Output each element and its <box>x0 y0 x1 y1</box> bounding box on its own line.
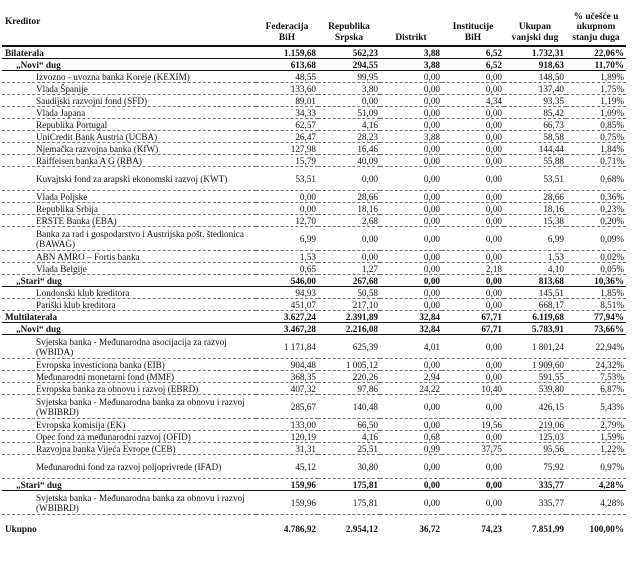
cell-republika-srpska: 97,86 <box>318 383 380 395</box>
header-kreditor: Kreditor <box>2 2 256 46</box>
cell-ukupan: 6,99 <box>504 227 566 251</box>
cell-ucesce: 6,87% <box>566 383 626 395</box>
table-row <box>2 287 626 299</box>
table-row <box>2 191 626 203</box>
cell-federacija: 45,12 <box>256 455 318 479</box>
cell-ukupan: 1.732,31 <box>504 46 566 59</box>
cell-federacija: 407,32 <box>256 383 318 395</box>
cell-ukupan: 918,63 <box>504 59 566 71</box>
cell-ucesce: 4,28% <box>566 491 626 515</box>
cell-ucesce: 24,32% <box>566 359 626 371</box>
cell-distrikt: 24,22 <box>380 383 442 395</box>
cell-distrikt: 0,00 <box>380 119 442 131</box>
cell-institucije: 2,18 <box>442 263 504 275</box>
table-row <box>2 431 626 443</box>
cell-kreditor: „Stari“ dug <box>2 479 256 491</box>
cell-distrikt: 2,94 <box>380 371 442 383</box>
cell-republika-srpska: 2.391,89 <box>318 311 380 323</box>
cell-distrikt: 0,00 <box>380 191 442 203</box>
cell-distrikt: 0,00 <box>380 359 442 371</box>
cell-kreditor: Evropska banka za obnovu i razvoj (EBRD) <box>2 383 256 395</box>
cell-ukupan: 426,15 <box>504 395 566 419</box>
cell-distrikt: 0,00 <box>380 299 442 311</box>
header-distrikt: Distrikt <box>380 2 442 46</box>
cell-federacija: 0,00 <box>256 203 318 215</box>
cell-ucesce: 0,97% <box>566 455 626 479</box>
cell-institucije: 6,52 <box>442 59 504 71</box>
cell-distrikt: 36,72 <box>419 524 440 534</box>
cell-distrikt: 0,00 <box>380 263 442 275</box>
cell-republika-srpska: 0,00 <box>318 95 380 107</box>
cell-distrikt: 0,00 <box>380 395 442 419</box>
cell-institucije: 37,75 <box>442 443 504 455</box>
cell-republika-srpska: 2.216,08 <box>318 323 380 335</box>
cell-ukupan: 4,10 <box>504 263 566 275</box>
cell-republika-srpska: 66,50 <box>318 419 380 431</box>
table-row <box>2 119 626 131</box>
cell-ucesce: 0,02% <box>566 251 626 263</box>
cell-ukupan: 219,06 <box>504 419 566 431</box>
header-ukupan: Ukupan vanjski dug <box>504 2 566 46</box>
cell-federacija: 127,98 <box>256 143 318 155</box>
cell-ukupan: 58,58 <box>504 131 566 143</box>
cell-federacija: 3.627,24 <box>256 311 318 323</box>
table-row <box>2 155 626 167</box>
cell-kreditor: Izvozno - uvozna banka Koreje (KEXIM) <box>2 71 256 83</box>
cell-kreditor: „Stari“ dug <box>2 275 256 287</box>
external-debt-table <box>2 2 626 543</box>
table-row <box>2 107 626 119</box>
cell-institucije: 0,00 <box>442 335 504 359</box>
cell-republika-srpska: 28,23 <box>318 131 380 143</box>
cell-federacija: 1,53 <box>256 251 318 263</box>
cell-republika-srpska: 1 005,12 <box>318 359 380 371</box>
cell-kreditor: „Novi“ dug <box>2 59 256 71</box>
cell-republika-srpska: 3,80 <box>318 83 380 95</box>
cell-ukupan: 145,51 <box>504 287 566 299</box>
cell-republika-srpska: 28,66 <box>318 191 380 203</box>
table-row <box>2 143 626 155</box>
cell-distrikt: 0,00 <box>380 95 442 107</box>
cell-ukupan: 28,66 <box>504 191 566 203</box>
table-row <box>2 491 626 515</box>
cell-ucesce: 1,59% <box>566 431 626 443</box>
cell-ucesce: 22,94% <box>566 335 626 359</box>
table-header-row <box>2 2 626 46</box>
cell-ucesce: 1,22% <box>566 443 626 455</box>
cell-kreditor: Multilaterala <box>2 311 256 323</box>
cell-federacija: 15,79 <box>256 155 318 167</box>
cell-republika-srpska: 4,16 <box>318 119 380 131</box>
cell-federacija: 451,07 <box>256 299 318 311</box>
table-row <box>2 71 626 83</box>
cell-ucesce: 10,36% <box>566 275 626 287</box>
cell-kreditor: Vlada Japana <box>2 107 256 119</box>
cell-kreditor: Republika Portugal <box>2 119 256 131</box>
cell-kreditor: Međunarodni monetarni fond (MMF) <box>2 371 256 383</box>
cell-distrikt: 0,00 <box>380 455 442 479</box>
cell-kreditor: Evropska komisija (EK) <box>2 419 256 431</box>
cell-ukupan: 539,80 <box>504 383 566 395</box>
table-row <box>2 203 626 215</box>
cell-federacija: 159,96 <box>256 491 318 515</box>
cell-institucije: 0,00 <box>442 455 504 479</box>
cell-institucije: 0,00 <box>442 71 504 83</box>
cell-federacija: 1.159,68 <box>256 46 318 59</box>
cell-distrikt: 0,00 <box>380 71 442 83</box>
cell-ukupan: 95,56 <box>504 443 566 455</box>
cell-kreditor: Saudijski razvojni fond (SFD) <box>2 95 256 107</box>
cell-republika-srpska: 4,16 <box>318 431 380 443</box>
cell-ukupan: 85,42 <box>504 107 566 119</box>
cell-distrikt: 0,68 <box>380 431 442 443</box>
cell-ucesce: 73,66% <box>566 323 626 335</box>
cell-institucije: 67,71 <box>442 311 504 323</box>
cell-ucesce: 1,85% <box>566 287 626 299</box>
cell-ucesce: 0,09% <box>566 227 626 251</box>
table-row <box>2 443 626 455</box>
cell-ukupan: 6.119,68 <box>504 311 566 323</box>
cell-republika-srpska: 175,81 <box>318 491 380 515</box>
cell-ucesce: 1,75% <box>566 83 626 95</box>
cell-kreditor: ERSTE Banka (EBA) <box>2 215 256 227</box>
cell-ukupan: 1,53 <box>504 251 566 263</box>
cell-distrikt: 32,84 <box>380 311 442 323</box>
cell-institucije: 0,00 <box>442 155 504 167</box>
cell-republika-srpska: 2,68 <box>318 215 380 227</box>
cell-ukupan: 75,92 <box>504 455 566 479</box>
cell-institucije: 0,00 <box>442 479 504 491</box>
cell-republika-srpska: 40,09 <box>318 155 380 167</box>
cell-distrikt: 0,00 <box>380 107 442 119</box>
cell-federacija: 1 171,84 <box>256 335 318 359</box>
cell-federacija: 120,19 <box>256 431 318 443</box>
cell-ukupan: 137,40 <box>504 83 566 95</box>
cell-distrikt: 32,84 <box>380 323 442 335</box>
table-row <box>2 419 626 431</box>
cell-institucije: 0,00 <box>442 371 504 383</box>
cell-republika-srpska: 267,68 <box>318 275 380 287</box>
cell-kreditor: Razvojna banka Vijeća Evrope (CEB) <box>2 443 256 455</box>
cell-institucije: 10,40 <box>442 383 504 395</box>
table-row <box>2 395 626 419</box>
cell-distrikt: 0,00 <box>380 167 442 191</box>
cell-federacija: 6,99 <box>256 227 318 251</box>
cell-republika-srpska: 0,00 <box>318 167 380 191</box>
cell-federacija: 613,68 <box>256 59 318 71</box>
group-row <box>2 311 626 323</box>
cell-distrikt: 0,00 <box>380 275 442 287</box>
cell-republika-srpska: 175,81 <box>318 479 380 491</box>
table-row <box>2 383 626 395</box>
table-row <box>2 263 626 275</box>
cell-ukupan: 335,77 <box>504 491 566 515</box>
cell-republika-srpska: 25,51 <box>318 443 380 455</box>
cell-distrikt: 0,00 <box>380 479 442 491</box>
table-row <box>2 371 626 383</box>
cell-ukupan: 53,51 <box>504 167 566 191</box>
cell-ucesce: 1,09% <box>566 107 626 119</box>
cell-ukupan: 7.851,99 <box>531 524 564 534</box>
cell-distrikt: 3,88 <box>380 46 442 59</box>
cell-institucije: 0,00 <box>442 251 504 263</box>
cell-ucesce: 11,70% <box>566 59 626 71</box>
cell-ucesce: 77,94% <box>566 311 626 323</box>
cell-distrikt: 0,00 <box>380 143 442 155</box>
cell-institucije: 0,00 <box>442 287 504 299</box>
subgroup-row <box>2 479 626 491</box>
cell-federacija: 12,70 <box>256 215 318 227</box>
cell-kreditor: Vlada Belgije <box>2 263 256 275</box>
cell-kreditor: Raiffeisen banka A G (RBA) <box>2 155 256 167</box>
cell-republika-srpska: 1,27 <box>318 263 380 275</box>
cell-distrikt: 0,00 <box>380 203 442 215</box>
cell-kreditor: Vlada Poljske <box>2 191 256 203</box>
cell-distrikt: 3,88 <box>380 59 442 71</box>
subgroup-row <box>2 275 626 287</box>
cell-ucesce: 0,23% <box>566 203 626 215</box>
cell-distrikt: 0,00 <box>380 419 442 431</box>
cell-kreditor: Pariški klub kreditora <box>2 299 256 311</box>
table-row <box>2 215 626 227</box>
cell-ucesce: 0,36% <box>566 191 626 203</box>
cell-ukupan: 668,17 <box>504 299 566 311</box>
cell-republika-srpska: 625,39 <box>318 335 380 359</box>
cell-institucije: 19,56 <box>442 419 504 431</box>
table-row <box>2 251 626 263</box>
cell-institucije: 0,00 <box>442 203 504 215</box>
cell-ucesce: 2,79% <box>566 419 626 431</box>
cell-ucesce: 1,19% <box>566 95 626 107</box>
cell-kreditor: Londonski klub kreditora <box>2 287 256 299</box>
cell-kreditor: Evropska investiciona banka (EIB) <box>2 359 256 371</box>
subgroup-row <box>2 323 626 335</box>
cell-institucije: 4,34 <box>442 95 504 107</box>
table-row <box>2 227 626 251</box>
cell-institucije: 0,00 <box>442 191 504 203</box>
cell-institucije: 0,00 <box>442 491 504 515</box>
cell-federacija: 0,00 <box>256 191 318 203</box>
cell-ukupan: 1 909,60 <box>504 359 566 371</box>
cell-ukupan: 55,88 <box>504 155 566 167</box>
cell-institucije: 0,00 <box>442 227 504 251</box>
cell-institucije: 74,23 <box>481 524 502 534</box>
cell-federacija: 48,55 <box>256 71 318 83</box>
cell-federacija: 4.786,92 <box>283 524 316 534</box>
cell-ucesce: 0,85% <box>566 119 626 131</box>
cell-republika-srpska: 16,46 <box>318 143 380 155</box>
cell-institucije: 0,00 <box>442 359 504 371</box>
cell-ukupan: 5.783,91 <box>504 323 566 335</box>
header-republika-srpska: Republika Srpska <box>318 2 380 46</box>
cell-ucesce: 7,53% <box>566 371 626 383</box>
table-row <box>2 359 626 371</box>
cell-republika-srpska: 99,95 <box>318 71 380 83</box>
cell-republika-srpska: 294,55 <box>318 59 380 71</box>
cell-federacija: 133,60 <box>256 83 318 95</box>
cell-kreditor: Svjetska banka - Međunarodna asocijacija za razvoj (WBIDA) <box>2 335 256 359</box>
cell-federacija: 3.467,28 <box>256 323 318 335</box>
cell-ucesce: 0,75% <box>566 131 626 143</box>
cell-ukupan: 66,73 <box>504 119 566 131</box>
cell-ucesce: 5,43% <box>566 395 626 419</box>
cell-kreditor: Opec fond za međunarodni razvoj (OFID) <box>2 431 256 443</box>
cell-ukupan: 125,03 <box>504 431 566 443</box>
cell-kreditor: UniCredit Bank Austria (UCBA) <box>2 131 256 143</box>
cell-republika-srpska: 2.954,12 <box>345 524 378 534</box>
cell-federacija: 0,65 <box>256 263 318 275</box>
cell-kreditor: ABN AMRO – Fortis banka <box>2 251 256 263</box>
cell-ucesce: 0,71% <box>566 155 626 167</box>
table-row <box>2 455 626 479</box>
cell-ukupan: 591,55 <box>504 371 566 383</box>
cell-ucesce: 8,51% <box>566 299 626 311</box>
cell-ukupan: 15,38 <box>504 215 566 227</box>
cell-institucije: 0,00 <box>442 131 504 143</box>
cell-kreditor: Ukupno <box>5 524 37 534</box>
cell-federacija: 904,48 <box>256 359 318 371</box>
cell-ukupan: 335,77 <box>504 479 566 491</box>
cell-distrikt: 4,01 <box>380 335 442 359</box>
subgroup-row <box>2 59 626 71</box>
cell-ukupan: 18,16 <box>504 203 566 215</box>
cell-distrikt: 0,99 <box>380 443 442 455</box>
cell-distrikt: 0,00 <box>380 215 442 227</box>
cell-federacija: 31,31 <box>256 443 318 455</box>
cell-republika-srpska: 51,09 <box>318 107 380 119</box>
cell-distrikt: 3,88 <box>380 131 442 143</box>
cell-federacija: 89,01 <box>256 95 318 107</box>
cell-republika-srpska: 30,80 <box>318 455 380 479</box>
cell-ucesce: 0,05% <box>566 263 626 275</box>
header-federacija: Federacija BiH <box>256 2 318 46</box>
cell-institucije: 0,00 <box>442 83 504 95</box>
cell-kreditor: Svjetska banka - Međunarodna banka za obnovu i razvoj (WBIBRD) <box>2 395 256 419</box>
cell-kreditor: Svjetska banka - Međunarodna banka za obnovu i razvoj (WBIBRD) <box>2 491 256 515</box>
cell-kreditor: Njemačka razvojna banka (KfW) <box>2 143 256 155</box>
cell-federacija: 133,00 <box>256 419 318 431</box>
cell-institucije: 0,00 <box>442 143 504 155</box>
table-row <box>2 167 626 191</box>
cell-institucije: 0,00 <box>442 299 504 311</box>
cell-federacija: 53,51 <box>256 167 318 191</box>
cell-ukupan: 813,68 <box>504 275 566 287</box>
cell-distrikt: 0,00 <box>380 491 442 515</box>
cell-institucije: 0,00 <box>442 119 504 131</box>
table-row <box>2 131 626 143</box>
cell-federacija: 159,96 <box>256 479 318 491</box>
cell-distrikt: 0,00 <box>380 155 442 167</box>
cell-institucije: 0,00 <box>442 107 504 119</box>
cell-kreditor: Kuvajtski fond za arapski ekonomski razvoj (KWT) <box>2 167 256 191</box>
cell-institucije: 0,00 <box>442 395 504 419</box>
cell-federacija: 94,93 <box>256 287 318 299</box>
cell-kreditor: Bilaterala <box>2 46 256 59</box>
cell-republika-srpska: 50,58 <box>318 287 380 299</box>
cell-kreditor: Banka za rad i gospodarstvo i Austrijska pošt. štedionica (BAWAG) <box>2 227 256 251</box>
cell-ukupan: 148,50 <box>504 71 566 83</box>
table-row <box>2 335 626 359</box>
cell-kreditor: Međunarodni fond za razvoj poljoprivrede (IFAD) <box>2 455 256 479</box>
cell-institucije: 0,00 <box>442 431 504 443</box>
cell-ucesce: 22,06% <box>566 46 626 59</box>
cell-republika-srpska: 220,26 <box>318 371 380 383</box>
cell-republika-srpska: 217,10 <box>318 299 380 311</box>
header-institucije: Institucije BiH <box>442 2 504 46</box>
cell-kreditor: „Novi“ dug <box>2 323 256 335</box>
cell-ucesce: 4,28% <box>566 479 626 491</box>
cell-institucije: 6,52 <box>442 46 504 59</box>
cell-institucije: 0,00 <box>442 275 504 287</box>
cell-ucesce: 0,68% <box>566 167 626 191</box>
cell-ucesce: 1,84% <box>566 143 626 155</box>
cell-republika-srpska: 140,48 <box>318 395 380 419</box>
cell-federacija: 285,67 <box>256 395 318 419</box>
table-body <box>2 46 626 543</box>
cell-distrikt: 0,00 <box>380 287 442 299</box>
cell-institucije: 0,00 <box>442 215 504 227</box>
cell-distrikt: 0,00 <box>380 227 442 251</box>
cell-ucesce: 100,00% <box>589 524 624 534</box>
cell-ukupan: 93,35 <box>504 95 566 107</box>
cell-ukupan: 144,44 <box>504 143 566 155</box>
cell-kreditor: Republika Srbija <box>2 203 256 215</box>
cell-republika-srpska: 0,00 <box>318 227 380 251</box>
cell-federacija: 34,33 <box>256 107 318 119</box>
cell-ucesce: 1,89% <box>566 71 626 83</box>
cell-republika-srpska: 0,00 <box>318 251 380 263</box>
cell-ukupan: 1 801,24 <box>504 335 566 359</box>
table-row <box>2 83 626 95</box>
cell-federacija: 26,47 <box>256 131 318 143</box>
cell-kreditor: Vlada Španije <box>2 83 256 95</box>
cell-ucesce: 0,20% <box>566 215 626 227</box>
cell-federacija: 546,00 <box>256 275 318 287</box>
cell-distrikt: 0,00 <box>380 83 442 95</box>
cell-federacija: 368,35 <box>256 371 318 383</box>
table-row <box>2 299 626 311</box>
cell-republika-srpska: 18,16 <box>318 203 380 215</box>
header-ucesce: % učešće u ukupnom stanju duga <box>566 2 626 46</box>
cell-distrikt: 0,00 <box>380 251 442 263</box>
cell-institucije: 67,71 <box>442 323 504 335</box>
cell-republika-srpska: 562,23 <box>318 46 380 59</box>
table-row <box>2 95 626 107</box>
total-row <box>2 515 626 544</box>
cell-institucije: 0,00 <box>442 167 504 191</box>
cell-federacija: 62,57 <box>256 119 318 131</box>
group-row <box>2 46 626 59</box>
